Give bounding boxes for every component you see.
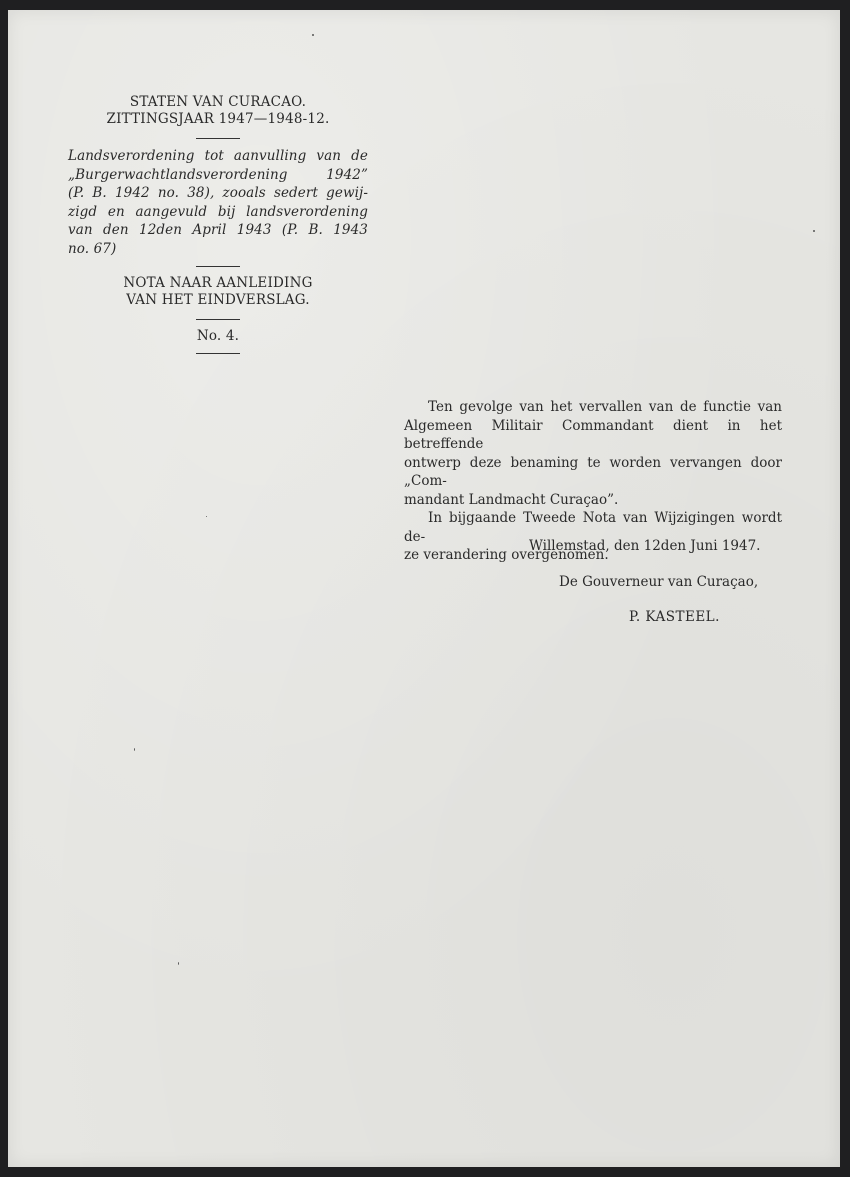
signatory-name: P. KASTEEL. xyxy=(629,609,720,625)
body-line: Algemeen Militair Commandant dient in het betreffende xyxy=(404,417,782,452)
document-header xyxy=(68,94,368,128)
subject-line: van den 12den April 1943 (P. B. 1943 xyxy=(68,222,368,238)
left-column xyxy=(68,94,368,362)
place-date: Willemstad, den 12den Juni 1947. xyxy=(529,538,761,554)
signatory-title: De Gouverneur van Curaçao, xyxy=(559,574,759,590)
document-subject xyxy=(68,147,368,258)
body-line: Ten gevolge van het vervallen van de functie van xyxy=(428,399,782,415)
document-page xyxy=(8,10,840,1167)
header-line-2: ZITTINGSJAAR 1947—1948-12. xyxy=(106,111,330,127)
divider-rule xyxy=(196,266,240,267)
document-number: No. 4. xyxy=(196,328,240,344)
paper-speck xyxy=(134,748,135,751)
note-title-line-1: NOTA NAAR AANLEIDING xyxy=(123,275,313,291)
paper-speck xyxy=(813,230,815,232)
subject-line: (P. B. 1942 no. 38), zooals sedert gewij- xyxy=(68,185,368,201)
paper-speck xyxy=(206,516,207,517)
paper-speck xyxy=(312,34,314,36)
divider-rule xyxy=(196,353,240,354)
subject-line: no. 67) xyxy=(68,240,117,257)
paragraph-1 xyxy=(404,398,782,509)
subject-line: Landsverordening tot aanvulling van de xyxy=(68,148,368,164)
paper-speck xyxy=(178,962,179,965)
subject-line: zigd en aangevuld bij landsverordening xyxy=(68,203,368,220)
body-line: In bijgaande Tweede Nota van Wijzigingen wordt de- xyxy=(404,510,782,545)
divider-rule xyxy=(196,138,240,139)
divider-rule xyxy=(196,319,240,320)
note-title xyxy=(68,275,368,309)
subject-line: „Burgerwachtlandsverordening 1942” xyxy=(68,166,368,183)
body-line: ontwerp deze benaming te worden vervangen door „Com- xyxy=(404,454,782,489)
note-title-line-2: VAN HET EINDVERSLAG. xyxy=(126,292,310,308)
body-line: mandant Landmacht Curaçao”. xyxy=(404,491,619,508)
body-line: ze verandering overgenomen. xyxy=(404,547,609,563)
header-line-1: STATEN VAN CURACAO. xyxy=(129,94,307,110)
right-column xyxy=(404,398,782,625)
